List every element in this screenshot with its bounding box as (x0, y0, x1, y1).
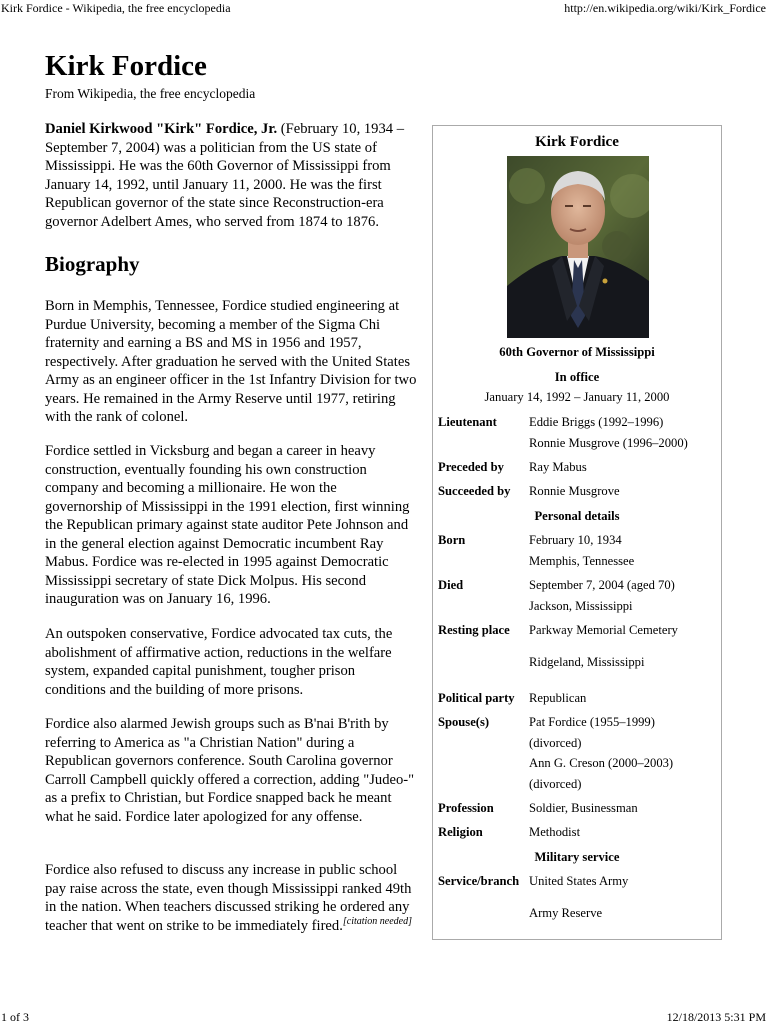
infobox-term: January 14, 1992 – January 11, 2000 (484, 390, 670, 404)
print-datetime: 12/18/2013 5:31 PM (666, 1010, 766, 1024)
born-date: February 10, 1934 (529, 533, 622, 547)
value-preceded-by[interactable]: Ray Mabus (529, 460, 587, 474)
value-lieutenant (529, 414, 688, 455)
label-died: Died (438, 578, 464, 592)
citation-needed-link[interactable]: [citation needed] (342, 915, 413, 927)
paragraph-text: Fordice settled in Vicksburg and began a career in heavy construction, eventually founding his own construction company and becoming a millionaire. He won the governorship of Mississippi in the 1991 election, first winning the Republican primary against state auditor Pete Johnson and in the general election against Democratic incumbent Ray Mabus. Fordice was re-elected in 1995 against Democratic Mississippi secretary of state Dick Molpus. His second inauguration was on January 16, 1996. (45, 443, 410, 607)
infobox (432, 125, 722, 940)
portrait-photo[interactable] (507, 156, 649, 338)
intro-text: (February 10, 1934 – September 7, 2004) was a politician from the US state of Mississippi. He was the 60th Governor of Mississippi from January 14, 1992, until January 11, 2000. He was the first Republican governor of the state since Reconstruction-era governor Adelbert Ames, who served from 1874 to 1876. (45, 121, 405, 230)
paragraph-text: Fordice also alarmed Jewish groups such as B'nai B'rith by referring to America as "a Christian Nation" during a Republican governors conference. South Carolina governor Carroll Campbell quickly offered a correction, adding "Judeo-" as a prefix to Christian, but Fordice snapped back he meant what he said. Fordice later apologized for any offense. (45, 716, 415, 825)
value-resting-place-1[interactable]: Parkway Memorial Cemetery (529, 623, 678, 637)
value-political-party[interactable]: Republican (529, 691, 587, 705)
label-preceded-by: Preceded by (438, 460, 504, 474)
label-born: Born (438, 533, 466, 547)
spouse-2: Ann G. Creson (2000–2003) (529, 756, 674, 770)
infobox-personal-details: Personal details (534, 509, 620, 523)
infobox-title: Kirk Fordice (535, 134, 619, 150)
label-lieutenant: Lieutenant (438, 415, 497, 429)
died-date: September 7, 2004 (aged 70) (529, 578, 675, 592)
intro-bold-name: Daniel Kirkwood "Kirk" Fordice, Jr. (45, 121, 278, 137)
page-subtitle: From Wikipedia, the free encyclopedia (45, 86, 256, 101)
label-succeeded-by: Succeeded by (438, 484, 511, 498)
biography-paragraph-2 (45, 442, 417, 609)
biography-paragraph-3 (45, 625, 417, 699)
value-service-branch-2[interactable]: Army Reserve (529, 906, 603, 920)
label-service-branch: Service/branch (438, 874, 520, 888)
born-place[interactable]: Memphis, Tennessee (529, 553, 635, 568)
print-url: http://en.wikipedia.org/wiki/Kirk_Fordice (564, 1, 766, 15)
lieutenant-2[interactable]: Ronnie Musgrove (1996–2000) (529, 435, 688, 450)
value-succeeded-by[interactable]: Ronnie Musgrove (529, 484, 620, 498)
lieutenant-1[interactable]: Eddie Briggs (1992–1996) (529, 415, 664, 429)
spouse-1: Pat Fordice (1955–1999) (529, 715, 655, 729)
biography-paragraph-5 (45, 861, 417, 935)
infobox-in-office-label: In office (554, 370, 600, 384)
label-resting-place: Resting place (438, 623, 510, 637)
page-title: Kirk Fordice (45, 50, 207, 82)
value-religion[interactable]: Methodist (529, 825, 581, 839)
label-religion: Religion (438, 825, 483, 839)
infobox-office: 60th Governor of Mississippi (499, 345, 655, 359)
infobox-military-service: Military service (534, 850, 620, 864)
paragraph-text: An outspoken conservative, Fordice advocated tax cuts, the abolishment of affirmative action, reductions in the welfare system, expanded capital punishment, tougher prison conditions and the building of more prisons. (45, 626, 393, 698)
spouse-1-note: (divorced) (529, 735, 582, 750)
value-resting-place-2[interactable]: Ridgeland, Mississippi (529, 655, 645, 669)
paragraph-text: Born in Memphis, Tennessee, Fordice studied engineering at Purdue University, becoming a member of the Sigma Chi fraternity and earning a BS and MS in 1956 and 1957, respectively. After graduation he served with the United States Army as an engineer officer in the 1st Infantry Division for two years. He remained in the Army Reserve until 1977, retiring with the rank of colonel. (45, 298, 417, 425)
page-count: 1 of 3 (1, 1010, 29, 1024)
section-heading-biography: Biography (45, 252, 140, 276)
portrait-image (507, 156, 649, 338)
intro-paragraph (45, 120, 417, 231)
value-born (529, 532, 634, 573)
value-spouse (529, 714, 673, 796)
value-profession: Soldier, Businessman (529, 801, 638, 815)
biography-paragraph-4 (45, 715, 417, 826)
print-page-title: Kirk Fordice - Wikipedia, the free encyclopedia (1, 1, 231, 15)
label-spouse: Spouse(s) (438, 715, 490, 729)
value-service-branch-1[interactable]: United States Army (529, 874, 629, 888)
label-profession: Profession (438, 801, 494, 815)
paragraph-text: Fordice also refused to discuss any increase in public school pay raise across the state, even though Mississippi ranked 49th in the nation. When teachers discussed striking he ordered any teacher that went on strike to be immediately fired. (45, 862, 412, 934)
died-place[interactable]: Jackson, Mississippi (529, 598, 633, 613)
value-died (529, 577, 675, 618)
biography-paragraph-1 (45, 297, 417, 427)
label-political-party: Political party (438, 691, 515, 705)
spouse-2-note: (divorced) (529, 776, 582, 791)
